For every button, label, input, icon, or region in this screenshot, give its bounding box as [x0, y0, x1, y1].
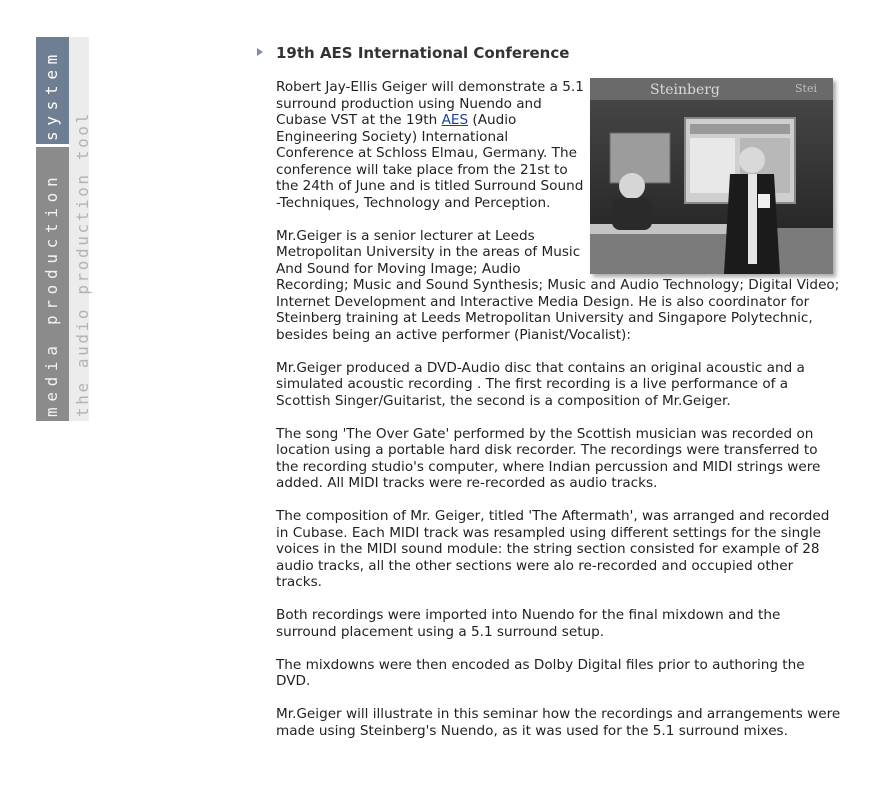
photo-image: [590, 78, 833, 274]
bullet-arrow-icon: [257, 48, 263, 56]
paragraph-7: The mixdowns were then encoded as Dolby Digital files prior to authoring the DVD.: [276, 656, 805, 689]
photo-sign-text: Steinberg: [650, 82, 720, 98]
svg-text:Stei: Stei: [795, 82, 817, 95]
logo-system-text: system: [42, 49, 61, 141]
side-logo: [36, 37, 92, 421]
paragraph-6: Both recordings were imported into Nuendo for the final mixdown and the surround placement using a 5.1 surround setup.: [276, 607, 781, 640]
logo-media-production-text: media production: [42, 171, 61, 417]
aes-link[interactable]: AES: [441, 112, 469, 128]
paragraph-3: Mr.Geiger produced a DVD-Audio disc that contains an original acoustic and a simulated acoustic recording . The first recording is a live performance of a Scottish Singer/Guitarist, the second is a composition of Mr.Geiger.: [276, 359, 805, 409]
article-title: 19th AES International Conference: [276, 44, 570, 62]
paragraph-4: The song 'The Over Gate' performed by the Scottish musician was recorded on location using a portable hard disk recorder. The recordings were transferred to the recording studio's computer, where Indian percussion and MIDI strings were added. All MIDI tracks were re-recorded as audio tracks.: [276, 425, 821, 491]
paragraph-2: Mr.Geiger is a senior lecturer at Leeds Metropolitan University in the areas of Music And Sound for Moving Image; Audio Recording; Music and Sound Synthesis; Music and Audio Technology; Digital Video; Internet Development and Interactive Media Design. He is also coordinator for Steinberg training at Leeds Metropolitan University and Singapore Polytechnic, besides being an active performer (Pianist/Vocalist):: [276, 227, 840, 343]
paragraph-8: Mr.Geiger will illustrate in this seminar how the recordings and arrangements were made using Steinberg's Nuendo, as it was used for the 5.1 surround mixes.: [276, 706, 841, 739]
logo-tagline-text: the audio production tool: [73, 111, 92, 417]
conference-photo: [590, 78, 833, 274]
paragraph-1: Robert Jay-Ellis Geiger will demonstrate a 5.1 surround production using Nuendo and Cubase VST at the 19th AES (Audio Engineering Society) International Conference at Schloss Elmau, Germany. The conference will take place from the 21st to the 24th of June and is titled Surround Sound -Techniques, Technology and Perception.: [276, 79, 584, 211]
paragraph-5: The composition of Mr. Geiger, titled 'The Aftermath', was arranged and recorded in Cubase. Each MIDI track was resampled using different settings for the single voices in the MIDI sound module: the string section consisted for example of 28 audio tracks, all the other sections were alo re-recorded and occupied other tracks.: [276, 508, 830, 590]
